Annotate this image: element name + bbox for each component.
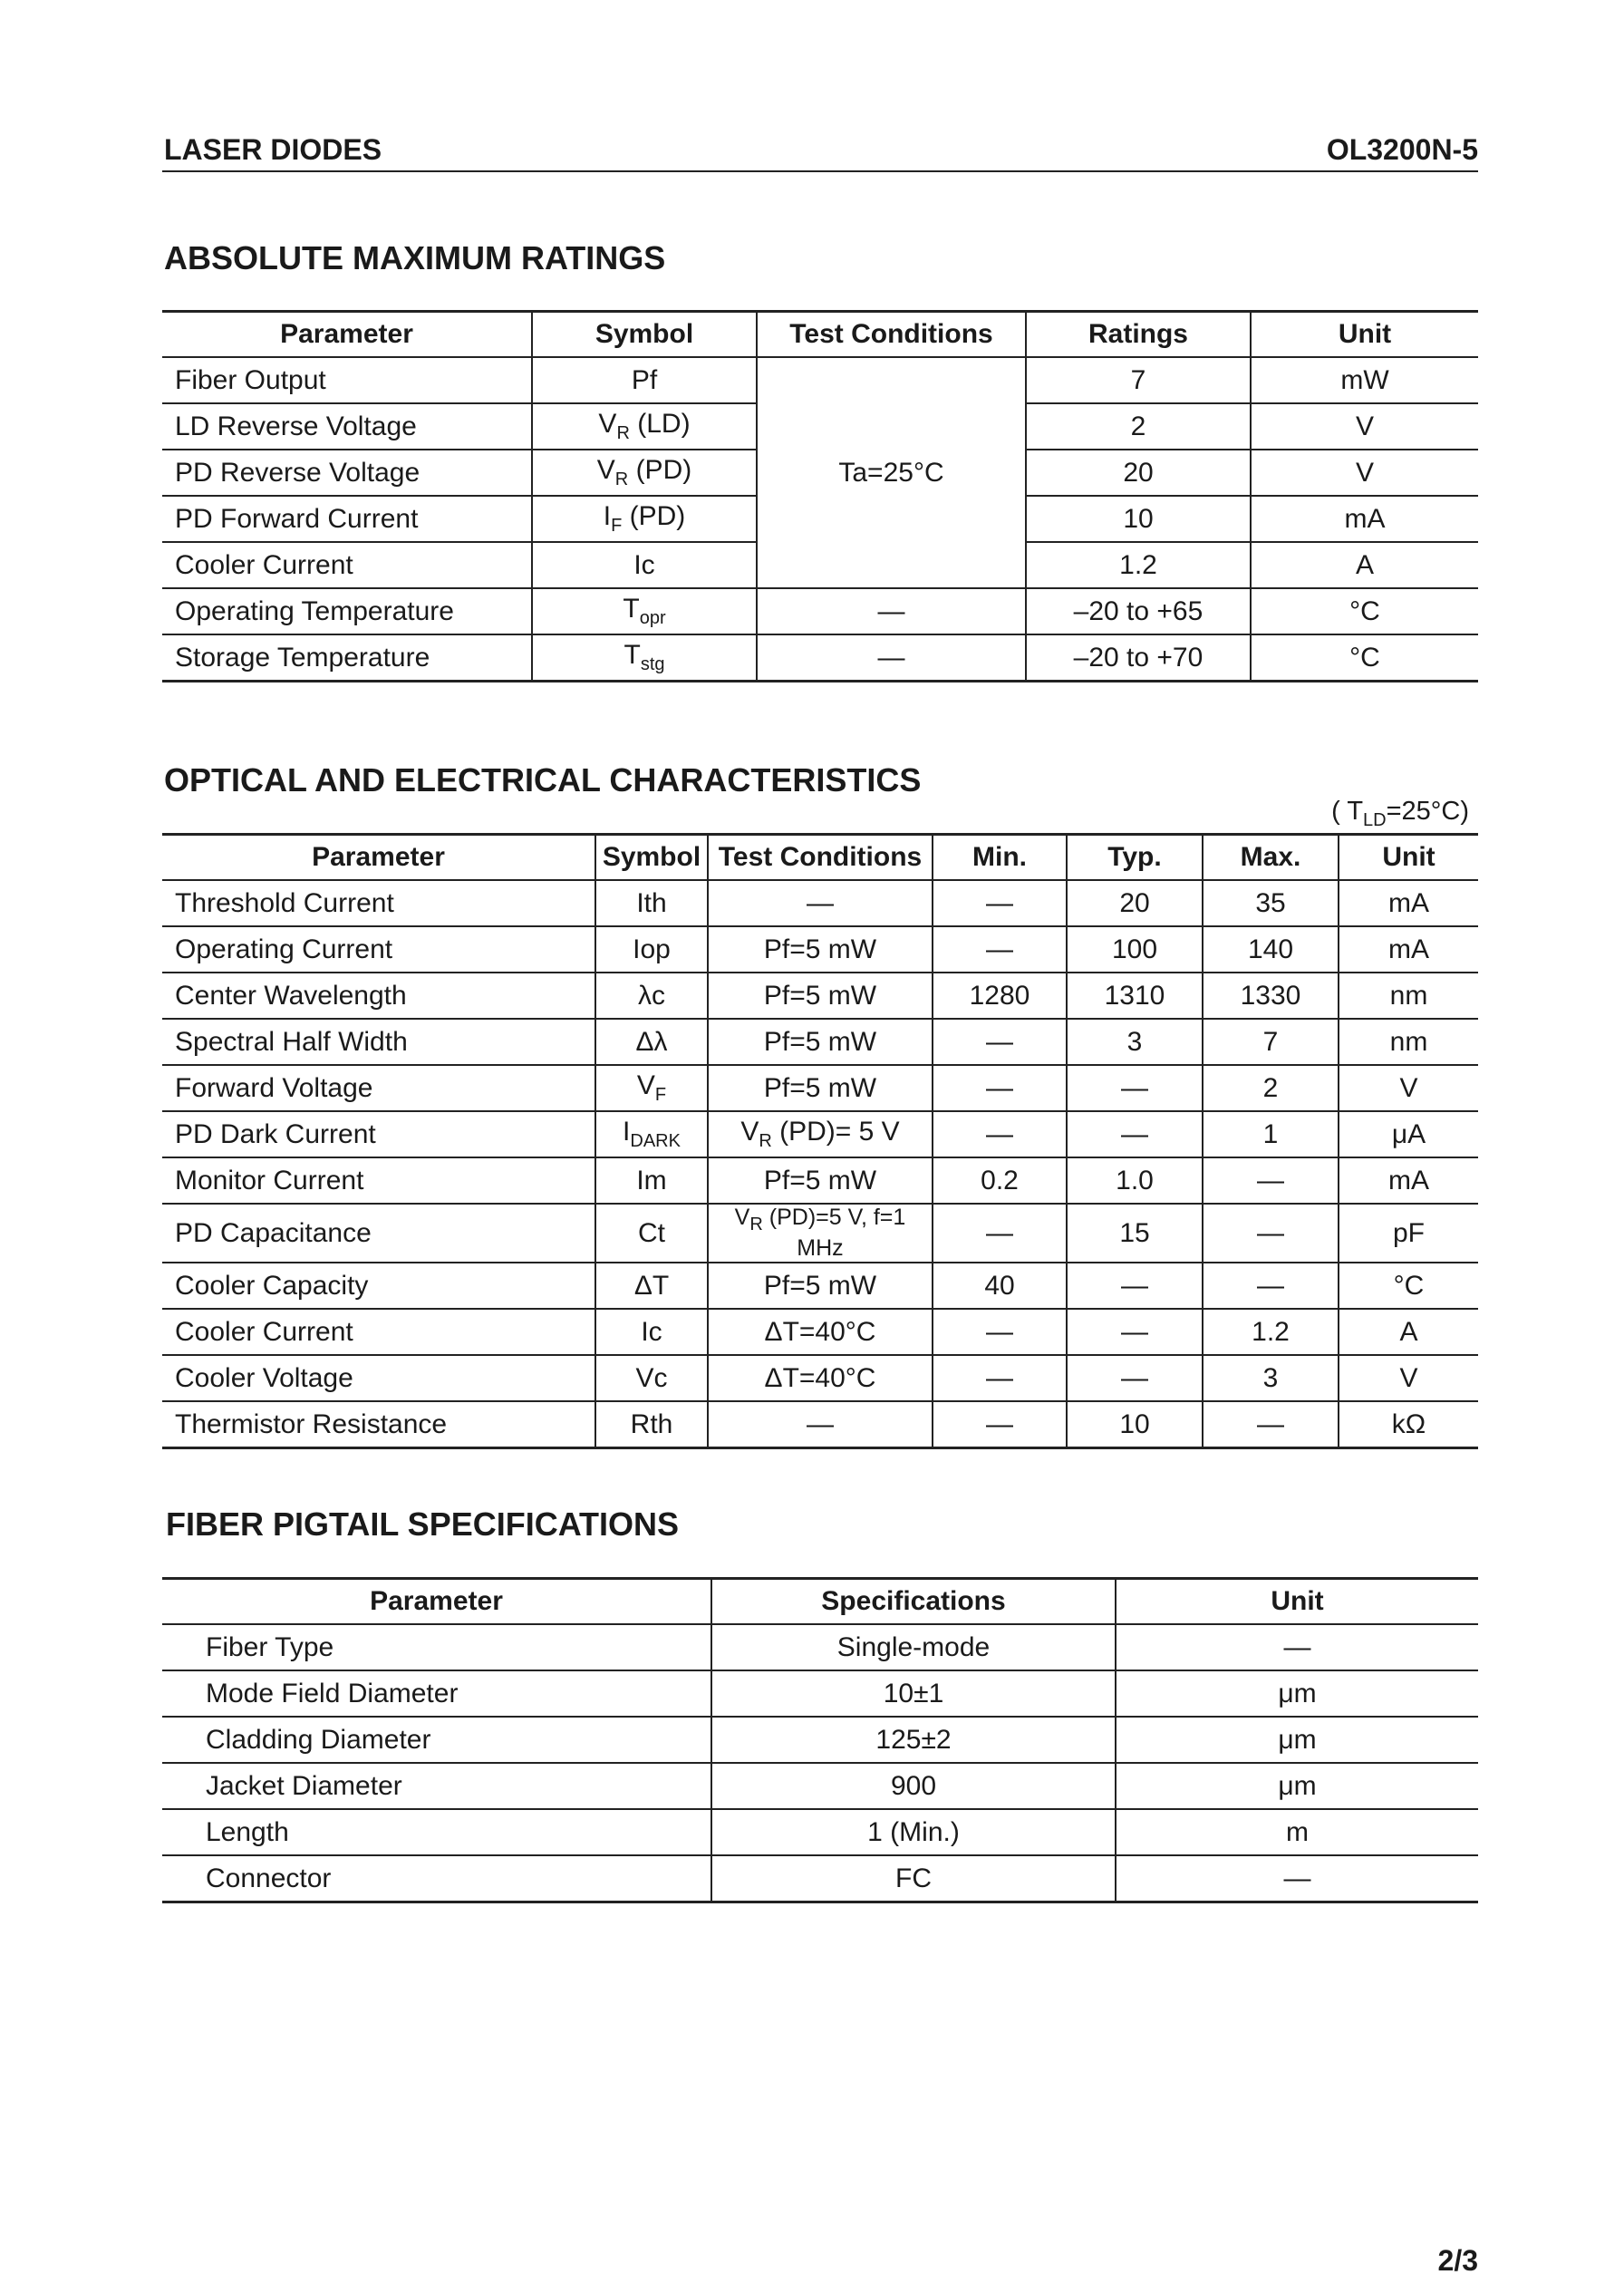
- cell-symbol: Ct: [595, 1204, 708, 1263]
- absolute-max-ratings-table: [162, 310, 1478, 682]
- table-row: [162, 1157, 1478, 1204]
- cell-parameter: Center Wavelength: [162, 973, 595, 1019]
- cell-rating: –20 to +65: [1026, 588, 1251, 634]
- cell-spec: FC: [711, 1855, 1116, 1902]
- table-row: [162, 1309, 1478, 1355]
- cell-parameter: Cooler Voltage: [162, 1355, 595, 1401]
- cell-max: 2: [1203, 1065, 1339, 1111]
- cell-symbol: Pf: [532, 357, 757, 403]
- cell-unit: °C: [1251, 634, 1478, 682]
- cell-typ: 100: [1067, 926, 1203, 973]
- table-header-row: [162, 835, 1478, 881]
- cell-symbol: Ith: [595, 880, 708, 926]
- header-part-number: OL3200N-5: [1326, 133, 1478, 166]
- cell-spec: 125±2: [711, 1717, 1116, 1763]
- section-title-optical-electrical: OPTICAL AND ELECTRICAL CHARACTERISTICS: [164, 761, 922, 799]
- cell-parameter: PD Dark Current: [162, 1111, 595, 1157]
- cell-max: —: [1203, 1401, 1339, 1448]
- cell-unit: mA: [1339, 880, 1478, 926]
- table-row: [162, 1204, 1478, 1263]
- cell-conditions: Pf=5 mW: [708, 1019, 933, 1065]
- cell-unit: μm: [1116, 1763, 1478, 1809]
- cell-typ: —: [1067, 1263, 1203, 1309]
- section-title-fiber-pigtail: FIBER PIGTAIL SPECIFICATIONS: [166, 1505, 680, 1543]
- cell-min: —: [933, 1204, 1067, 1263]
- header-category: LASER DIODES: [164, 133, 382, 166]
- cell-unit: pF: [1339, 1204, 1478, 1263]
- cell-symbol: $T_{opr}$: [532, 588, 757, 634]
- col-header: Unit: [1339, 835, 1478, 881]
- cell-parameter: Operating Temperature: [162, 588, 532, 634]
- cell-rating: 20: [1026, 450, 1251, 496]
- cell-parameter: Cladding Diameter: [162, 1717, 711, 1763]
- table-row: [162, 588, 1478, 634]
- cell-unit: μm: [1116, 1717, 1478, 1763]
- cell-parameter: Forward Voltage: [162, 1065, 595, 1111]
- cell-parameter: Cooler Current: [162, 542, 532, 588]
- cell-unit: mA: [1251, 496, 1478, 542]
- cell-symbol: Rth: [595, 1401, 708, 1448]
- section-title-absolute-max: ABSOLUTE MAXIMUM RATINGS: [164, 239, 666, 276]
- cell-rating: 1.2: [1026, 542, 1251, 588]
- cell-conditions: Pf=5 mW: [708, 973, 933, 1019]
- cell-rating: 10: [1026, 496, 1251, 542]
- table-row: [162, 1624, 1478, 1670]
- col-header: Unit: [1116, 1579, 1478, 1625]
- cell-conditions: $V_R$ (PD)= 5 V: [708, 1111, 933, 1157]
- cell-conditions: —: [708, 880, 933, 926]
- table-row: [162, 634, 1478, 682]
- cell-parameter: PD Capacitance: [162, 1204, 595, 1263]
- cell-unit: μA: [1339, 1111, 1478, 1157]
- cell-max: —: [1203, 1157, 1339, 1204]
- cell-symbol: λc: [595, 973, 708, 1019]
- cell-parameter: Fiber Type: [162, 1624, 711, 1670]
- page-number: 2/3: [1437, 2244, 1478, 2277]
- cell-symbol: Ic: [595, 1309, 708, 1355]
- cell-parameter: Length: [162, 1809, 711, 1855]
- table-row: [162, 1401, 1478, 1448]
- cell-conditions: Pf=5 mW: [708, 926, 933, 973]
- cell-max: 35: [1203, 880, 1339, 926]
- cell-symbol: $T_{stg}$: [532, 634, 757, 682]
- col-header: Typ.: [1067, 835, 1203, 881]
- cell-conditions: Pf=5 mW: [708, 1263, 933, 1309]
- cell-unit: mA: [1339, 1157, 1478, 1204]
- cell-parameter: LD Reverse Voltage: [162, 403, 532, 450]
- cell-unit: —: [1116, 1855, 1478, 1902]
- cell-unit: mW: [1251, 357, 1478, 403]
- cell-merged-condition: Ta=25°C: [757, 357, 1026, 588]
- col-header: Parameter: [162, 312, 532, 358]
- table-header-row: [162, 1579, 1478, 1625]
- cell-max: 7: [1203, 1019, 1339, 1065]
- cell-min: 1280: [933, 973, 1067, 1019]
- col-header: Unit: [1251, 312, 1478, 358]
- cell-symbol: $I_F$ (PD): [532, 496, 757, 542]
- col-header: Symbol: [532, 312, 757, 358]
- cell-parameter: Connector: [162, 1855, 711, 1902]
- cell-unit: °C: [1251, 588, 1478, 634]
- table-row: [162, 1855, 1478, 1902]
- condition-note: ( $T_{LD}=25^\circ C$): [1331, 797, 1469, 830]
- table-header-row: [162, 312, 1478, 358]
- cell-typ: 1.0: [1067, 1157, 1203, 1204]
- cell-rating: –20 to +70: [1026, 634, 1251, 682]
- cell-typ: 10: [1067, 1401, 1203, 1448]
- cell-max: 1.2: [1203, 1309, 1339, 1355]
- cell-symbol: Ic: [532, 542, 757, 588]
- col-header: Test Conditions: [757, 312, 1026, 358]
- cell-min: —: [933, 880, 1067, 926]
- col-header: Symbol: [595, 835, 708, 881]
- cell-rating: 7: [1026, 357, 1251, 403]
- cell-conditions: Pf=5 mW: [708, 1065, 933, 1111]
- cell-max: —: [1203, 1263, 1339, 1309]
- cell-unit: °C: [1339, 1263, 1478, 1309]
- cell-parameter: Jacket Diameter: [162, 1763, 711, 1809]
- cell-min: —: [933, 1309, 1067, 1355]
- cell-symbol: $V_F$: [595, 1065, 708, 1111]
- cell-typ: 1310: [1067, 973, 1203, 1019]
- cell-typ: 3: [1067, 1019, 1203, 1065]
- cell-parameter: PD Forward Current: [162, 496, 532, 542]
- cell-symbol: $V_R$ (LD): [532, 403, 757, 450]
- table-row: [162, 973, 1478, 1019]
- col-header: Test Conditions: [708, 835, 933, 881]
- cell-parameter: Operating Current: [162, 926, 595, 973]
- cell-typ: —: [1067, 1309, 1203, 1355]
- cell-parameter: Fiber Output: [162, 357, 532, 403]
- cell-spec: 1 (Min.): [711, 1809, 1116, 1855]
- cell-typ: 20: [1067, 880, 1203, 926]
- cell-parameter: Cooler Capacity: [162, 1263, 595, 1309]
- cell-min: 40: [933, 1263, 1067, 1309]
- cell-typ: —: [1067, 1065, 1203, 1111]
- cell-spec: 10±1: [711, 1670, 1116, 1717]
- cell-min: —: [933, 1401, 1067, 1448]
- cell-unit: A: [1251, 542, 1478, 588]
- cell-conditions: —: [708, 1401, 933, 1448]
- cell-typ: —: [1067, 1111, 1203, 1157]
- cell-conditions: $V_R$ (PD)=5 V, f=1 MHz: [708, 1204, 933, 1263]
- cell-spec: Single-mode: [711, 1624, 1116, 1670]
- cell-conditions: ΔT=40°C: [708, 1309, 933, 1355]
- cell-parameter: Spectral Half Width: [162, 1019, 595, 1065]
- cell-min: —: [933, 1355, 1067, 1401]
- cell-unit: V: [1251, 450, 1478, 496]
- cell-unit: nm: [1339, 973, 1478, 1019]
- col-header: Ratings: [1026, 312, 1251, 358]
- optical-electrical-table: [162, 833, 1478, 1449]
- cell-unit: nm: [1339, 1019, 1478, 1065]
- cell-conditions: —: [757, 634, 1026, 682]
- cell-unit: A: [1339, 1309, 1478, 1355]
- cell-typ: 15: [1067, 1204, 1203, 1263]
- cell-unit: V: [1339, 1355, 1478, 1401]
- table-row: [162, 1809, 1478, 1855]
- table-row: [162, 926, 1478, 973]
- cell-min: —: [933, 1111, 1067, 1157]
- cell-unit: μm: [1116, 1670, 1478, 1717]
- cell-symbol: $V_R$ (PD): [532, 450, 757, 496]
- cell-conditions: —: [757, 588, 1026, 634]
- cell-symbol: Iop: [595, 926, 708, 973]
- cell-conditions: Pf=5 mW: [708, 1157, 933, 1204]
- cell-max: 1330: [1203, 973, 1339, 1019]
- table-row: [162, 1717, 1478, 1763]
- cell-parameter: Cooler Current: [162, 1309, 595, 1355]
- table-row: [162, 357, 1478, 403]
- table-row: [162, 1263, 1478, 1309]
- cell-unit: m: [1116, 1809, 1478, 1855]
- cell-parameter: Threshold Current: [162, 880, 595, 926]
- cell-rating: 2: [1026, 403, 1251, 450]
- cell-symbol: Vc: [595, 1355, 708, 1401]
- cell-unit: V: [1339, 1065, 1478, 1111]
- cell-parameter: Thermistor Resistance: [162, 1401, 595, 1448]
- table-row: [162, 1355, 1478, 1401]
- cell-min: —: [933, 926, 1067, 973]
- cell-unit: kΩ: [1339, 1401, 1478, 1448]
- cell-typ: —: [1067, 1355, 1203, 1401]
- col-header: Parameter: [162, 835, 595, 881]
- cell-spec: 900: [711, 1763, 1116, 1809]
- cell-symbol: $I_{DARK}$: [595, 1111, 708, 1157]
- cell-min: —: [933, 1065, 1067, 1111]
- table-row: [162, 1065, 1478, 1111]
- table-row: [162, 1019, 1478, 1065]
- cell-parameter: Mode Field Diameter: [162, 1670, 711, 1717]
- col-header: Parameter: [162, 1579, 711, 1625]
- table-row: [162, 1111, 1478, 1157]
- col-header: Min.: [933, 835, 1067, 881]
- col-header: Max.: [1203, 835, 1339, 881]
- cell-max: —: [1203, 1204, 1339, 1263]
- cell-symbol: Δλ: [595, 1019, 708, 1065]
- fiber-pigtail-table: [162, 1577, 1478, 1903]
- cell-max: 140: [1203, 926, 1339, 973]
- cell-symbol: Im: [595, 1157, 708, 1204]
- cell-unit: —: [1116, 1624, 1478, 1670]
- header-rule: [162, 170, 1478, 172]
- table-row: [162, 880, 1478, 926]
- table-row: [162, 1670, 1478, 1717]
- cell-min: —: [933, 1019, 1067, 1065]
- table-row: [162, 1763, 1478, 1809]
- cell-parameter: PD Reverse Voltage: [162, 450, 532, 496]
- cell-symbol: ΔT: [595, 1263, 708, 1309]
- cell-parameter: Monitor Current: [162, 1157, 595, 1204]
- col-header: Specifications: [711, 1579, 1116, 1625]
- cell-min: 0.2: [933, 1157, 1067, 1204]
- cell-max: 3: [1203, 1355, 1339, 1401]
- cell-max: 1: [1203, 1111, 1339, 1157]
- cell-parameter: Storage Temperature: [162, 634, 532, 682]
- cell-unit: mA: [1339, 926, 1478, 973]
- cell-conditions: ΔT=40°C: [708, 1355, 933, 1401]
- cell-unit: V: [1251, 403, 1478, 450]
